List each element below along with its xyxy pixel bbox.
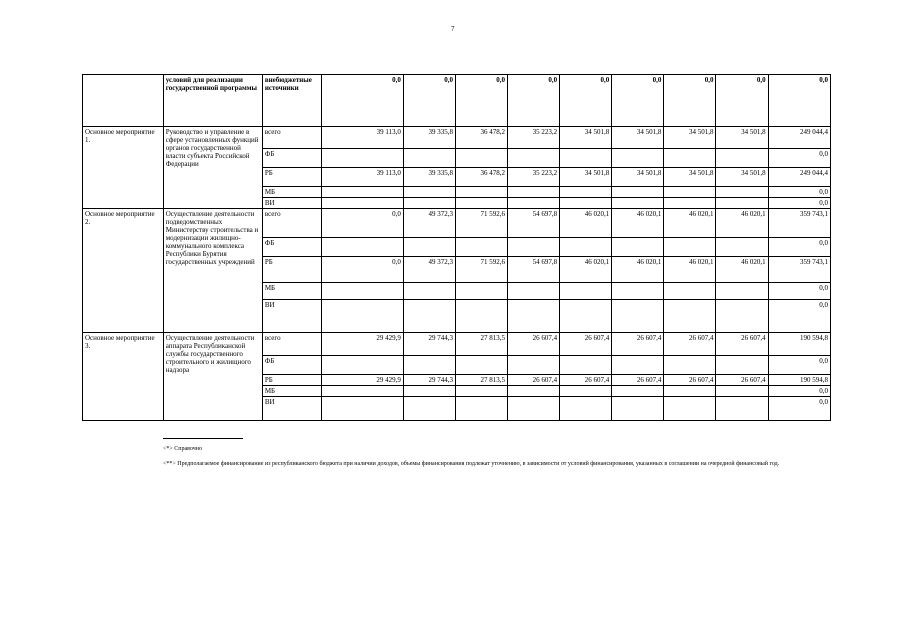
value-cell (403, 283, 455, 300)
value-cell (664, 198, 716, 209)
value-cell (612, 356, 664, 375)
value-cell: 29 744,3 (403, 333, 455, 356)
value-cell: 49 372,3 (403, 257, 455, 283)
value-cell (716, 149, 768, 168)
value-cell: 0,0 (716, 75, 768, 127)
value-cell: 0,0 (455, 75, 507, 127)
value-cell (322, 386, 404, 397)
value-cell: 46 020,1 (716, 209, 768, 238)
source-cell: ФБ (262, 238, 321, 257)
value-cell (508, 238, 560, 257)
value-cell (664, 283, 716, 300)
value-cell: 0,0 (768, 75, 830, 127)
value-cell: 26 607,4 (508, 333, 560, 356)
value-cell: 34 501,8 (664, 127, 716, 149)
value-cell (322, 187, 404, 198)
value-cell: 46 020,1 (560, 257, 612, 283)
value-cell: 26 607,4 (612, 333, 664, 356)
source-cell: МБ (262, 386, 321, 397)
value-cell: 249 044,4 (768, 168, 830, 187)
table-row (83, 333, 831, 356)
value-cell: 0,0 (768, 300, 830, 333)
value-cell: 46 020,1 (612, 209, 664, 238)
name-cell: условий для реализации государственной программы (163, 75, 262, 127)
value-cell: 0,0 (508, 75, 560, 127)
value-cell (560, 386, 612, 397)
source-cell: всего (262, 209, 321, 238)
value-cell: 71 592,6 (455, 257, 507, 283)
value-cell (664, 149, 716, 168)
value-cell (612, 397, 664, 421)
value-cell: 0,0 (768, 386, 830, 397)
value-cell: 0,0 (768, 397, 830, 421)
footnote-1: <*> Справочно (163, 446, 203, 452)
value-cell: 190 594,8 (768, 333, 830, 356)
value-cell: 0,0 (560, 75, 612, 127)
value-cell: 27 813,5 (455, 375, 507, 386)
value-cell: 26 607,4 (560, 375, 612, 386)
value-cell: 46 020,1 (664, 209, 716, 238)
value-cell: 34 501,8 (664, 168, 716, 187)
value-cell: 26 607,4 (664, 375, 716, 386)
value-cell (455, 300, 507, 333)
value-cell: 34 501,8 (612, 168, 664, 187)
value-cell (403, 300, 455, 333)
value-cell (455, 238, 507, 257)
value-cell (664, 238, 716, 257)
value-cell (322, 149, 404, 168)
value-cell: 34 501,8 (560, 168, 612, 187)
financing-table (82, 74, 831, 421)
value-cell: 54 697,8 (508, 209, 560, 238)
name-cell: Осуществление деятельности аппарата Республиканской службы государственного строительного и жилищного надзора (163, 333, 262, 421)
value-cell: 54 697,8 (508, 257, 560, 283)
source-cell: ВИ (262, 397, 321, 421)
value-cell (664, 356, 716, 375)
value-cell: 359 743,1 (768, 209, 830, 238)
value-cell (612, 238, 664, 257)
value-cell (508, 386, 560, 397)
source-cell: МБ (262, 187, 321, 198)
value-cell: 36 478,2 (455, 127, 507, 149)
value-cell: 71 592,6 (455, 209, 507, 238)
value-cell: 0,0 (768, 356, 830, 375)
value-cell: 34 501,8 (560, 127, 612, 149)
value-cell: 46 020,1 (612, 257, 664, 283)
value-cell: 35 223,2 (508, 127, 560, 149)
value-cell: 0,0 (768, 198, 830, 209)
footnote-divider (163, 438, 243, 439)
source-cell: РБ (262, 375, 321, 386)
value-cell (716, 397, 768, 421)
value-cell (560, 283, 612, 300)
value-cell: 49 372,3 (403, 209, 455, 238)
value-cell: 29 744,3 (403, 375, 455, 386)
value-cell (716, 300, 768, 333)
value-cell (508, 198, 560, 209)
value-cell (322, 238, 404, 257)
value-cell: 0,0 (664, 75, 716, 127)
value-cell: 26 607,4 (716, 333, 768, 356)
value-cell (403, 397, 455, 421)
value-cell (403, 198, 455, 209)
source-cell: ВИ (262, 198, 321, 209)
value-cell (508, 283, 560, 300)
value-cell (455, 149, 507, 168)
value-cell (716, 356, 768, 375)
footnote-2: <**> Предполагаемое финансирование из республиканского бюджета при наличии доходов, объемы финансирования подлежат уточнению, в зависимости от условий финансирования, указанных в соглашении на очередной финансовый год. (163, 461, 780, 467)
value-cell: 39 335,8 (403, 127, 455, 149)
value-cell: 35 223,2 (508, 168, 560, 187)
source-cell: РБ (262, 257, 321, 283)
value-cell: 39 113,0 (322, 168, 404, 187)
event-cell: Основное мероприятие 1. (83, 127, 164, 209)
value-cell (664, 386, 716, 397)
source-cell: МБ (262, 283, 321, 300)
value-cell (716, 198, 768, 209)
value-cell: 27 813,5 (455, 333, 507, 356)
value-cell (455, 198, 507, 209)
value-cell: 0,0 (768, 283, 830, 300)
table-row (83, 127, 831, 149)
value-cell (716, 187, 768, 198)
name-cell: Осуществление деятельности подведомственных Министерству строительства и модернизации жилищно-коммунального комплекса Республики Бурятия государственных учреждений (163, 209, 262, 333)
name-cell: Руководство и управление в сфере установленных функций органов государственной власти субъекта Российской Федерации (163, 127, 262, 209)
page-number: 7 (451, 25, 455, 33)
value-cell (508, 187, 560, 198)
value-cell: 39 335,8 (403, 168, 455, 187)
source-cell: внебюджетные источники (262, 75, 321, 127)
value-cell (403, 187, 455, 198)
source-cell: ВИ (262, 300, 321, 333)
value-cell (322, 300, 404, 333)
value-cell (403, 356, 455, 375)
value-cell: 46 020,1 (560, 209, 612, 238)
value-cell (560, 198, 612, 209)
value-cell: 190 594,8 (768, 375, 830, 386)
value-cell: 29 429,9 (322, 375, 404, 386)
value-cell (508, 300, 560, 333)
source-cell: ФБ (262, 149, 321, 168)
value-cell: 29 429,9 (322, 333, 404, 356)
value-cell: 34 501,8 (716, 168, 768, 187)
value-cell (455, 283, 507, 300)
value-cell (716, 283, 768, 300)
value-cell (455, 187, 507, 198)
value-cell: 26 607,4 (664, 333, 716, 356)
value-cell (403, 386, 455, 397)
value-cell: 0,0 (322, 257, 404, 283)
value-cell (455, 386, 507, 397)
value-cell (716, 238, 768, 257)
value-cell (612, 187, 664, 198)
value-cell (612, 198, 664, 209)
event-cell: Основное мероприятие 3. (83, 333, 164, 421)
value-cell: 26 607,4 (508, 375, 560, 386)
value-cell (403, 149, 455, 168)
value-cell: 0,0 (768, 149, 830, 168)
value-cell: 26 607,4 (560, 333, 612, 356)
value-cell (508, 356, 560, 375)
value-cell: 359 743,1 (768, 257, 830, 283)
value-cell (508, 397, 560, 421)
source-cell: ФБ (262, 356, 321, 375)
value-cell (322, 397, 404, 421)
value-cell: 46 020,1 (664, 257, 716, 283)
event-cell: Основное мероприятие 2. (83, 209, 164, 333)
source-cell: всего (262, 333, 321, 356)
value-cell (664, 397, 716, 421)
value-cell: 39 113,0 (322, 127, 404, 149)
value-cell (612, 386, 664, 397)
value-cell: 26 607,4 (612, 375, 664, 386)
value-cell: 0,0 (612, 75, 664, 127)
value-cell: 249 044,4 (768, 127, 830, 149)
event-cell (83, 75, 164, 127)
value-cell (560, 300, 612, 333)
value-cell (560, 397, 612, 421)
value-cell: 36 478,2 (455, 168, 507, 187)
source-cell: всего (262, 127, 321, 149)
value-cell: 46 020,1 (716, 257, 768, 283)
value-cell (403, 238, 455, 257)
table-body (83, 75, 831, 421)
value-cell (322, 283, 404, 300)
value-cell (508, 149, 560, 168)
value-cell (664, 300, 716, 333)
value-cell (612, 300, 664, 333)
value-cell: 0,0 (322, 209, 404, 238)
value-cell: 0,0 (403, 75, 455, 127)
value-cell: 34 501,8 (716, 127, 768, 149)
value-cell (560, 149, 612, 168)
value-cell (560, 187, 612, 198)
value-cell (455, 356, 507, 375)
value-cell (455, 397, 507, 421)
value-cell (664, 187, 716, 198)
value-cell (322, 198, 404, 209)
value-cell (612, 283, 664, 300)
value-cell (716, 386, 768, 397)
value-cell (612, 149, 664, 168)
value-cell: 0,0 (768, 187, 830, 198)
table-row (83, 75, 831, 127)
source-cell: РБ (262, 168, 321, 187)
value-cell (322, 356, 404, 375)
value-cell: 26 607,4 (716, 375, 768, 386)
value-cell (560, 356, 612, 375)
table-row (83, 209, 831, 238)
value-cell: 0,0 (322, 75, 404, 127)
value-cell: 34 501,8 (612, 127, 664, 149)
value-cell: 0,0 (768, 238, 830, 257)
value-cell (560, 238, 612, 257)
